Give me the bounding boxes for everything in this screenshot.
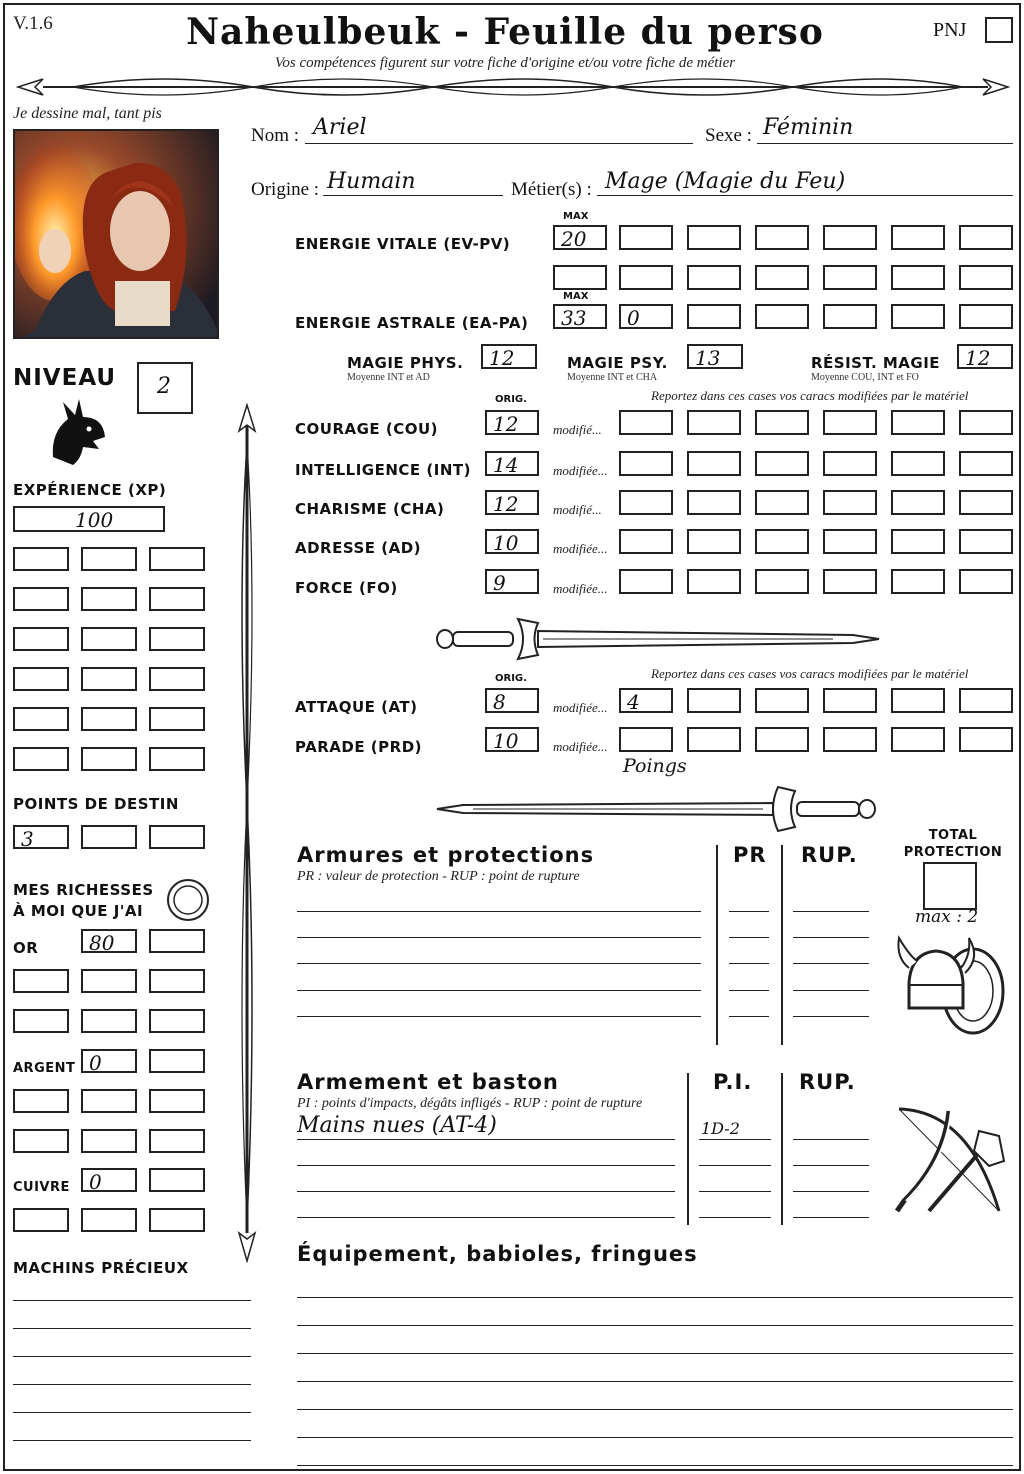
carac-label: FORCE (FO) [295,579,398,597]
equipement-title: Équipement, babioles, fringues [297,1242,698,1266]
carac-mod-box[interactable] [619,529,673,554]
carac-orig-label: ORIG. [495,394,527,405]
carac-label: INTELLIGENCE (INT) [295,461,471,479]
destin-label: POINTS DE DESTIN [13,795,179,813]
cuivre-box[interactable]: 0 [81,1168,137,1192]
weapon-pi-line[interactable] [699,1217,771,1218]
parade-mod-box[interactable] [755,727,809,752]
armure-rup-line[interactable] [793,1016,869,1017]
armure-line[interactable] [297,911,701,912]
argent-box-extra[interactable] [13,1129,69,1153]
carac-label: CHARISME (CHA) [295,500,445,518]
magie-phys-note: Moyenne INT et AD [347,372,430,383]
carac-mod-box[interactable] [619,490,673,515]
ev-box-3[interactable] [755,225,809,250]
total-protection-box[interactable] [923,862,977,910]
carac-mod-box[interactable] [687,410,741,435]
armure-pr-line[interactable] [729,1016,769,1017]
armures-col-rup: RUP. [801,843,858,867]
helmet-shield-icon [891,933,1011,1038]
carac-mod-box[interactable] [687,451,741,476]
ev-box-r2-5[interactable] [891,265,945,290]
page-subtitle: Vos compétences figurent sur votre fiche d'origine et/ou votre fiche de métier [274,55,736,71]
xp-box[interactable] [149,547,205,571]
ev-box-2[interactable] [687,225,741,250]
dragon-icon [43,397,111,469]
ea-label: ENERGIE ASTRALE (EA-PA) [295,314,529,332]
armure-rup-line[interactable] [793,911,869,912]
ea-box-2[interactable] [687,304,741,329]
attaque-mod-box[interactable] [755,688,809,713]
destin-box-2[interactable] [81,825,137,849]
xp-box[interactable] [13,747,69,771]
ea-max-label: MAX [563,291,589,302]
origine-value[interactable]: Humain [327,169,416,194]
version-label: V.1.6 [13,13,53,34]
equipement-line[interactable] [297,1325,1013,1326]
xp-box[interactable]: 100 [13,506,165,532]
ev-box-1[interactable] [619,225,673,250]
xp-box[interactable] [81,667,137,691]
resist-magie-note: Moyenne COU, INT et FO [811,372,919,383]
ea-box-4[interactable] [823,304,877,329]
armure-line[interactable] [297,1016,701,1017]
richesses-label-1: MES RICHESSES [13,881,154,899]
magie-phys-box[interactable]: 12 [481,344,537,369]
armure-pr-line[interactable] [729,911,769,912]
weapon-pi-line[interactable] [699,1165,771,1166]
weapon-rup-line[interactable] [793,1139,869,1140]
parade-mod-box[interactable] [687,727,741,752]
parade-mod-box[interactable] [891,727,945,752]
argent-box-extra[interactable] [149,1089,205,1113]
armement-col-pi: P.I. [713,1070,753,1094]
armement-note: PI : points d'impacts, dégâts infligés - RUP : point de rupture [297,1096,643,1111]
ev-box-6[interactable] [959,225,1013,250]
origine-line [323,195,503,196]
or-box-extra[interactable] [149,969,205,993]
magie-phys-label: MAGIE PHYS. [347,354,464,372]
page-title: Naheulbeuk - Feuille du perso [186,11,824,53]
attaque-mod-box[interactable] [823,688,877,713]
combat-orig-label: ORIG. [495,673,527,684]
combat-report-note: Reportez dans ces cases vos caracs modifiées par le matériel [651,666,969,681]
attaque-mod-box-1[interactable]: 4 [619,688,673,713]
ea-box-6[interactable] [959,304,1013,329]
machins-label: MACHINS PRÉCIEUX [13,1259,189,1277]
carac-mod-box[interactable] [687,490,741,515]
weapon-rup-line[interactable] [793,1165,869,1166]
armure-rup-line[interactable] [793,937,869,938]
armure-rup-line[interactable] [793,990,869,991]
magie-psy-label: MAGIE PSY. [567,354,668,372]
parade-mod-box[interactable] [619,727,673,752]
attaque-mod-box[interactable] [891,688,945,713]
carac-mod-box[interactable] [687,569,741,594]
weapons-icon [889,1101,1013,1223]
argent-box-2[interactable] [149,1049,205,1073]
xp-box[interactable] [13,667,69,691]
carac-orig-box[interactable]: 10 [485,529,539,554]
metier-line [597,195,1013,196]
machins-line[interactable] [13,1300,251,1301]
carac-mod-box[interactable] [891,451,945,476]
or-box-extra[interactable] [13,1009,69,1033]
sword-icon-2 [433,783,883,833]
argent-box-extra[interactable] [81,1129,137,1153]
armure-line[interactable] [297,963,701,964]
attaque-mod-label: modifiée... [553,700,608,715]
ea-box-3[interactable] [755,304,809,329]
carac-mod-box[interactable] [619,569,673,594]
equipement-line[interactable] [297,1297,1013,1298]
xp-box[interactable] [81,547,137,571]
armures-col-pr: PR [733,843,767,867]
ev-label: ENERGIE VITALE (EV-PV) [295,235,511,253]
magie-psy-box[interactable]: 13 [687,344,743,369]
xp-box[interactable] [81,747,137,771]
weapon-rup-line[interactable] [793,1217,869,1218]
ev-box-5[interactable] [891,225,945,250]
machins-line[interactable] [13,1356,251,1357]
attaque-orig-box[interactable]: 8 [485,688,539,713]
carac-mod-box[interactable] [891,569,945,594]
resist-magie-label: RÉSIST. MAGIE [811,354,941,372]
cuivre-box-2[interactable] [149,1168,205,1192]
niveau-label: NIVEAU [13,365,117,391]
nom-line [305,143,693,144]
weapon-line[interactable] [297,1165,675,1166]
carac-mod-box[interactable] [823,410,877,435]
or-box-extra[interactable] [13,969,69,993]
ea-max-box[interactable]: 33 [553,304,607,329]
ev-max-label: MAX [563,211,589,222]
or-box-2[interactable] [149,929,205,953]
nom-value[interactable]: Ariel [313,115,367,140]
carac-mod-box[interactable] [959,410,1013,435]
total-protection-label-2: PROTECTION [903,845,1003,860]
equipement-line[interactable] [297,1409,1013,1410]
carac-mod-box[interactable] [755,451,809,476]
armure-rup-line[interactable] [793,963,869,964]
carac-mod-box[interactable] [891,529,945,554]
cuivre-label: CUIVRE [13,1180,70,1195]
sexe-value[interactable]: Féminin [763,115,854,140]
weapon-pi-line[interactable] [699,1191,771,1192]
ev-box-r2-4[interactable] [823,265,877,290]
weapon-line[interactable] [297,1217,675,1218]
ea-box-5[interactable] [891,304,945,329]
metier-label: Métier(s) : [511,179,592,200]
carac-report-note: Reportez dans ces cases vos caracs modifiées par le matériel [651,388,969,403]
equipement-line[interactable] [297,1465,1013,1466]
attaque-mod-box[interactable] [959,688,1013,713]
or-box[interactable]: 80 [81,929,137,953]
machins-line[interactable] [13,1384,251,1385]
carac-mod-box[interactable] [823,451,877,476]
coin-icon [165,877,211,923]
armures-note: PR : valeur de protection - RUP : point de rupture [297,869,580,884]
ev-box-r2-0[interactable] [553,265,607,290]
cuivre-box-extra[interactable] [149,1208,205,1232]
weapon-rup-line[interactable] [793,1191,869,1192]
xp-box[interactable] [13,587,69,611]
armement-title: Armement et baston [297,1070,559,1094]
carac-label: ADRESSE (AD) [295,539,422,557]
machins-line[interactable] [13,1440,251,1441]
carac-mod-box[interactable] [755,490,809,515]
carac-mod-box[interactable] [619,451,673,476]
poings-label: Poings [623,755,687,777]
pnj-checkbox[interactable] [985,17,1013,43]
argent-box-extra[interactable] [13,1089,69,1113]
xp-box[interactable] [149,707,205,731]
parade-mod-label: modifiée... [553,739,608,754]
carac-mod-box[interactable] [891,410,945,435]
sexe-label: Sexe : [705,125,752,146]
ev-box-4[interactable] [823,225,877,250]
origine-label: Origine : [251,179,320,200]
weapon-1-name[interactable]: Mains nues (AT-4) [297,1113,497,1138]
carac-mod-label: modifiée... [553,541,608,556]
character-sheet [3,3,1021,1471]
pnj-label: PNJ [933,19,967,41]
weapon-line[interactable] [297,1139,675,1140]
attaque-label: ATTAQUE (AT) [295,698,418,716]
xp-box[interactable] [149,747,205,771]
portrait-caption: Je dessine mal, tant pis [13,105,162,122]
carac-mod-box[interactable] [959,451,1013,476]
armure-pr-line[interactable] [729,963,769,964]
sword-icon [433,615,883,661]
argent-label: ARGENT [13,1061,76,1076]
parade-mod-box[interactable] [959,727,1013,752]
weapon-1-pi[interactable]: 1D-2 [701,1119,740,1138]
or-box-extra[interactable] [81,969,137,993]
machins-line[interactable] [13,1328,251,1329]
magie-psy-note: Moyenne INT et CHA [567,372,658,383]
armement-col-rup: RUP. [799,1070,856,1094]
carac-orig-box[interactable]: 12 [485,490,539,515]
carac-mod-box[interactable] [755,569,809,594]
armure-pr-line[interactable] [729,937,769,938]
ev-box-r2-6[interactable] [959,265,1013,290]
xp-box[interactable] [81,587,137,611]
carac-mod-box[interactable] [959,490,1013,515]
carac-mod-label: modifiée... [553,463,608,478]
xp-box[interactable] [81,707,137,731]
carac-label: COURAGE (COU) [295,420,439,438]
xp-box[interactable] [13,547,69,571]
cuivre-box-extra[interactable] [81,1208,137,1232]
carac-mod-label: modifiée... [553,581,608,596]
niveau-box[interactable]: 2 [137,362,193,414]
ea-current-box[interactable]: 0 [619,304,673,329]
machins-line[interactable] [13,1412,251,1413]
xp-box[interactable] [13,627,69,651]
carac-orig-box[interactable]: 9 [485,569,539,594]
armure-line[interactable] [297,990,701,991]
max-protection-note: max : 2 [915,907,979,927]
armure-pr-line[interactable] [729,990,769,991]
parade-orig-box[interactable]: 10 [485,727,539,752]
xp-box[interactable] [149,667,205,691]
argent-box-extra[interactable] [149,1129,205,1153]
ev-max-box[interactable]: 20 [553,225,607,250]
attaque-mod-box[interactable] [687,688,741,713]
total-protection-label-1: TOTAL [928,828,978,843]
xp-label: EXPÉRIENCE (XP) [13,481,167,499]
metier-value[interactable]: Mage (Magie du Feu) [605,169,846,194]
carac-mod-box[interactable] [687,529,741,554]
carac-orig-box[interactable]: 12 [485,410,539,435]
carac-mod-box[interactable] [891,490,945,515]
carac-mod-box[interactable] [755,529,809,554]
arrow-divider-icon [13,73,1013,103]
armures-title: Armures et protections [297,843,595,867]
or-label: OR [13,939,39,957]
argent-box[interactable]: 0 [81,1049,137,1073]
carac-mod-box[interactable] [823,490,877,515]
equipement-line[interactable] [297,1381,1013,1382]
carac-mod-box[interactable] [823,529,877,554]
nom-label: Nom : [251,125,300,146]
cuivre-box-extra[interactable] [13,1208,69,1232]
parade-mod-box[interactable] [823,727,877,752]
carac-mod-box[interactable] [755,410,809,435]
or-box-extra[interactable] [149,1009,205,1033]
carac-mod-box[interactable] [959,529,1013,554]
ev-box-r2-2[interactable] [687,265,741,290]
xp-box[interactable] [149,627,205,651]
resist-magie-box[interactable]: 12 [957,344,1013,369]
carac-mod-box[interactable] [823,569,877,594]
weapon-pi-line[interactable] [699,1139,771,1140]
or-box-extra[interactable] [81,1009,137,1033]
destin-box-1[interactable]: 3 [13,825,69,849]
weapon-line[interactable] [297,1191,675,1192]
equipement-line[interactable] [297,1353,1013,1354]
portrait-image [13,129,219,339]
carac-mod-label: modifié... [553,422,602,437]
parade-label: PARADE (PRD) [295,738,423,756]
carac-mod-box[interactable] [619,410,673,435]
argent-box-extra[interactable] [81,1089,137,1113]
equipement-line[interactable] [297,1437,1013,1438]
ev-box-r2-1[interactable] [619,265,673,290]
carac-mod-box[interactable] [959,569,1013,594]
destin-box-3[interactable] [149,825,205,849]
richesses-label-2: À MOI QUE J'AI [13,902,144,920]
armure-line[interactable] [297,937,701,938]
xp-box[interactable] [13,707,69,731]
carac-orig-box[interactable]: 14 [485,451,539,476]
sexe-line [757,143,1013,144]
carac-mod-label: modifié... [553,502,602,517]
xp-box[interactable] [149,587,205,611]
ev-box-r2-3[interactable] [755,265,809,290]
arrow-vertical-icon [235,403,259,1263]
xp-box[interactable] [81,627,137,651]
